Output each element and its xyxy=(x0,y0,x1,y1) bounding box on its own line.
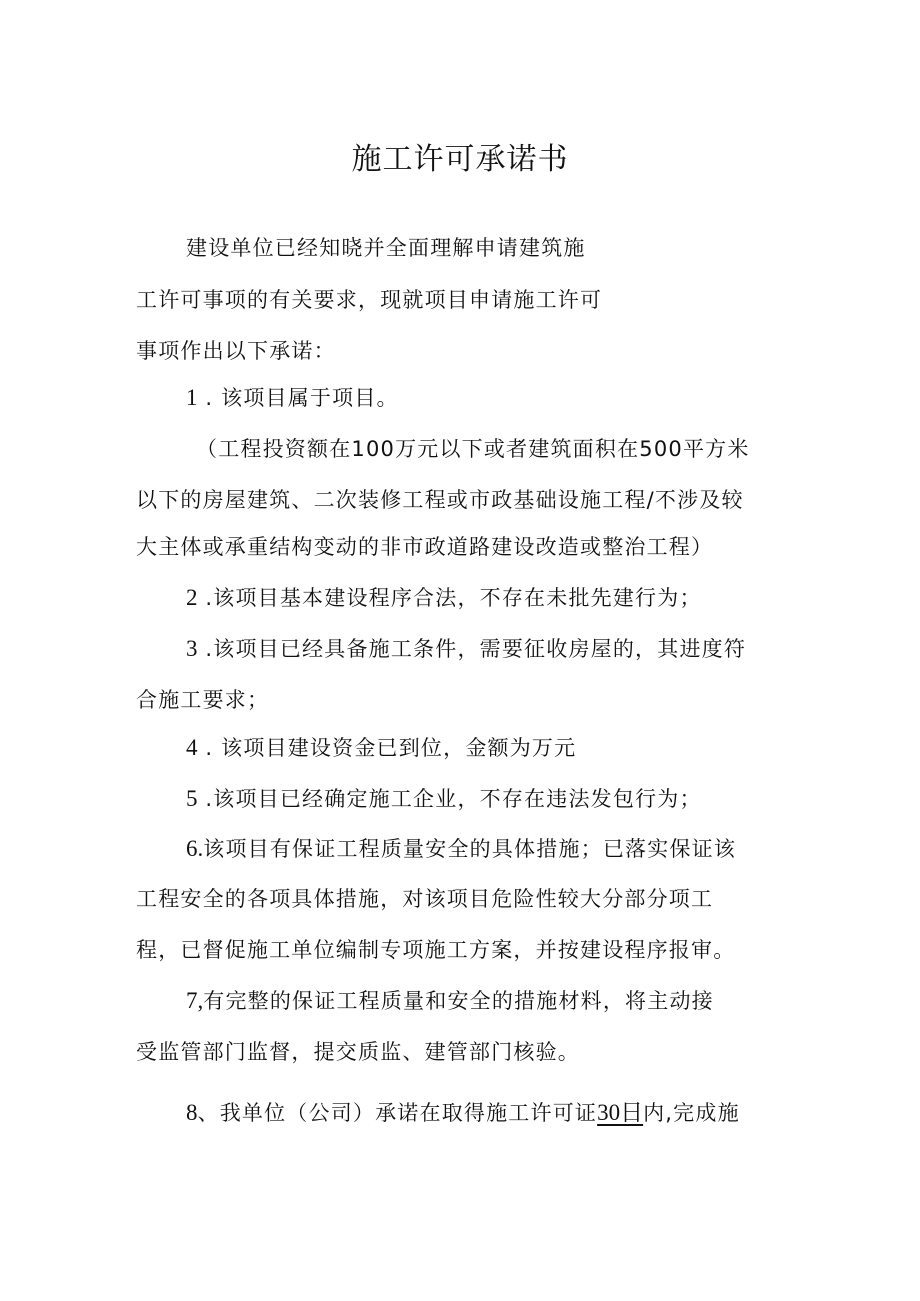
item-2 xyxy=(186,583,702,613)
note-line-3: 大主体或承重结构变动的非市政道路建设改造或整治工程） xyxy=(136,535,714,559)
item-3-text: .该项目已经具备施工条件，需要征收房屋的，其进度符 xyxy=(197,637,747,661)
item-4-number: 4 xyxy=(186,735,198,760)
note-line-2: 以下的房屋建筑、二次装修工程或市政基础设施工程/不涉及较 xyxy=(136,488,744,512)
item-2-text: .该项目基本建设程序合法，不存在未批先建行为； xyxy=(197,586,702,610)
item-5 xyxy=(186,784,702,814)
item-6-continuation-2: 程，已督促施工单位编制专项施工方案，并按建设程序报审。 xyxy=(136,938,736,962)
item-4 xyxy=(186,733,576,763)
item-3-number: 3 xyxy=(186,636,198,661)
item-8 xyxy=(186,1098,740,1128)
item-7-text: 有完整的保证工程质量和安全的措施材料，将主动接 xyxy=(203,989,714,1013)
item-1-text: . 该项目属于项目。 xyxy=(197,386,399,410)
item-7-continuation: 受监管部门监督，提交质监、建管部门核验。 xyxy=(136,1040,580,1064)
item-7 xyxy=(186,986,714,1016)
item-6-continuation-1: 工程安全的各项具体措施，对该项目危险性较大分部分项工 xyxy=(136,887,714,911)
item-6 xyxy=(186,834,736,864)
item-3 xyxy=(186,634,746,664)
item-3-continuation: 合施工要求； xyxy=(136,688,270,712)
intro-line-3: 事项作出以下承诺： xyxy=(136,339,336,363)
item-1 xyxy=(186,383,399,413)
item-6-number: 6. xyxy=(186,836,204,861)
document-title: 施工许可承诺书 xyxy=(351,142,569,177)
item-4-text: . 该项目建设资金已到位，金额为万元 xyxy=(197,736,577,760)
intro-line-1: 建设单位已经知晓并全面理解申请建筑施 xyxy=(186,236,586,260)
item-1-number: 1 xyxy=(186,385,198,410)
item-8-text-a: 、我单位（公司）承诺在取得施工许可证 xyxy=(197,1101,598,1125)
item-2-number: 2 xyxy=(186,585,198,610)
item-8-days-underlined: 30日 xyxy=(597,1100,644,1125)
item-5-number: 5 xyxy=(186,786,198,811)
item-7-number: 7, xyxy=(186,988,204,1013)
intro-line-2: 工许可事项的有关要求，现就项目申请施工许可 xyxy=(136,288,603,312)
item-6-text: 该项目有保证工程质量安全的具体措施；已落实保证该 xyxy=(203,837,737,861)
note-line-1: （工程投资额在100万元以下或者建筑面积在500平方米 xyxy=(196,437,750,461)
item-8-text-b: 内,完成施 xyxy=(643,1101,740,1125)
item-5-text: .该项目已经确定施工企业，不存在违法发包行为； xyxy=(197,787,702,811)
item-8-number: 8 xyxy=(186,1100,198,1125)
